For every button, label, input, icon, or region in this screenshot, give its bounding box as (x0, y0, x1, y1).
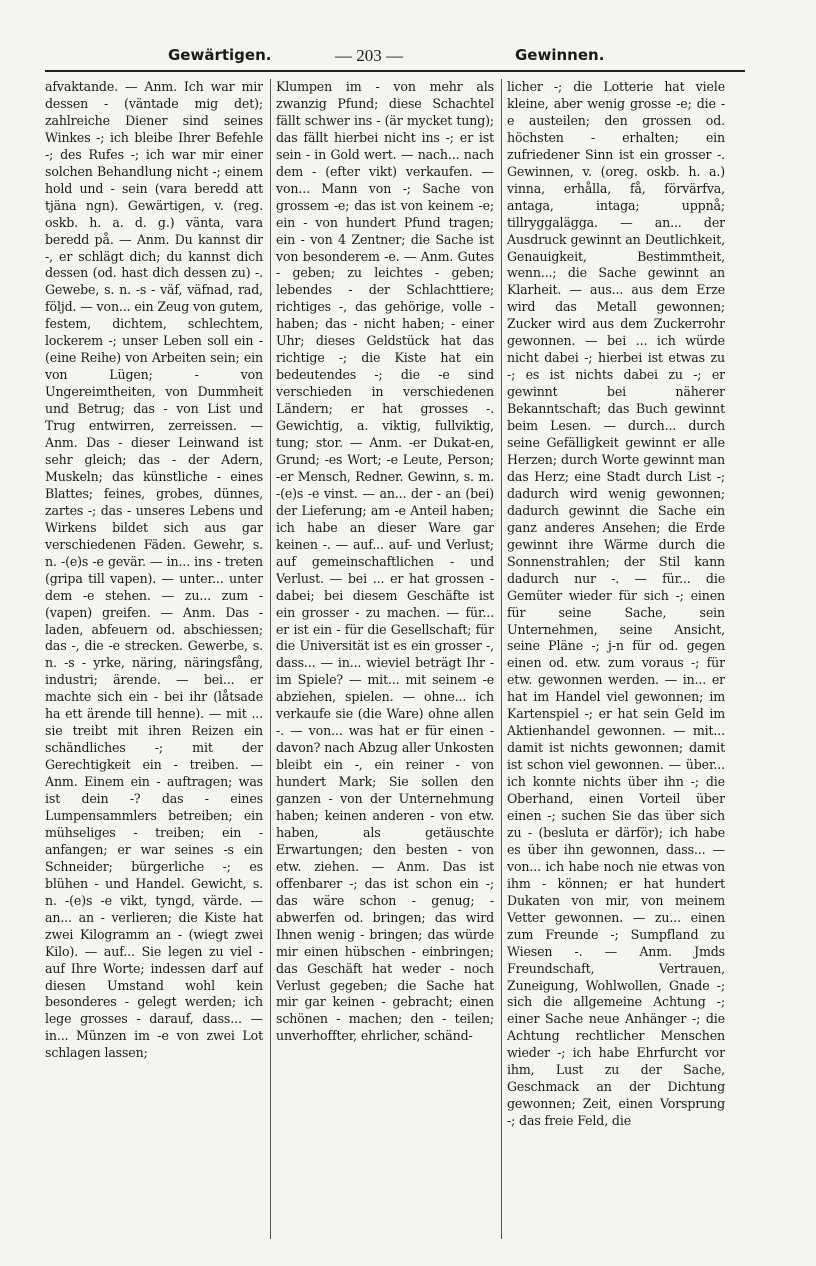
page-number: — 203 — (335, 46, 403, 65)
text-column-right (507, 79, 725, 1239)
column-text: licher -; die Lotterie hat viele kleine, aber wenig grosse -e; die -e austeilen; den grossen od. höchsten - erhalten; ein zufriedener Sinn ist ein grosser -. Gewinnen, v. (oreg. oskb. h. a.) vinna, erhålla, få, förvärfva, antaga, intaga; uppnå; tillryggalägga. — an... der Ausdruck gewinnt an Deutlichkeit, Genauigkeit, Bestimmtheit, wenn...; die Sache gewinnt an Klarheit. — aus... aus dem Erze wird das Metall gewonnen; Zucker wird aus dem Zuckerrohr gewonnen. — bei ... ich würde nicht dabei -; hierbei ist etwas zu -; es ist nichts dabei zu -; er gewinnt bei näherer Bekanntschaft; das Buch gewinnt beim Lesen. — durch... durch seine Gefälligkeit gewinnt er alle Herzen; durch Worte gewinnt man das Herz; eine Stadt durch List -; dadurch wird wenig gewonnen; dadurch gewinnt die Sache ein ganz anderes Ansehen; die Erde gewinnt ihre Wärme durch die Sonnenstrahlen; der Stil kann dadurch nur -. — für... die Gemüter wieder für sich -; einen für seine Sache, sein Unternehmen, seine Ansicht, seine Pläne -; j-n für od. gegen einen od. etw. zum voraus -; für etw. gewonnen werden. — in... er hat im Handel viel gewonnen; im Kartenspiel -; er hat sein Geld im Aktienhandel gewonnen. — mit... damit ist nichts gewonnen; damit ist schon viel gewonnen. — über... ich konnte nichts über ihn -; die Oberhand, einen Vorteil über einen -; suchen Sie das über sich zu - (besluta er därför); ich habe es über ihn gewonnen, dass... — von... ich habe noch nie etwas von ihm - können; er hat hundert Dukaten von mir, von meinem Vetter gewonnen. — zu... einen zum Freunde -; Sumpfland zu Wiesen -. — Anm. Jmds Freundschaft, Vertrauen, Zuneigung, Wohlwollen, Gnade -; sich die allgemeine Achtung -; einer Sache neue Anhänger -; die Achtung rechtlicher Menschen wieder -; ich habe Ehrfurcht vor ihm, Lust zu der Sache, Geschmack an der Dichtung gewonnen; Zeit, einen Vorsprung -; das freie Feld, die (507, 79, 725, 1129)
text-column-middle (276, 79, 494, 1239)
column-text: Klumpen im - von mehr als zwanzig Pfund; diese Schachtel fällt schwer ins - (är mycket tung); das fällt hierbei nicht ins -; er ist sein - in Gold wert. — nach... nach dem - (efter vikt) verkaufen. — von... Mann von -; Sache von grossem -e; das ist von keinem -e; ein - von hundert Pfund tragen; ein - von 4 Zentner; die Sache ist von besonderem -e. — Anm. Gutes - geben; zu leichtes - geben; lebendes - der Schlachttiere; richtiges -, das gehörige, volle - haben; das - nicht haben; - einer Uhr; dieses Geldstück hat das richtige -; die Kiste hat ein bedeutendes -; die -e sind verschieden in verschiedenen Ländern; er hat grosses -. Gewichtig, a. viktig, fullviktig, tung; stor. — Anm. -er Dukat-en, Grund; -es Wort; -e Leute, Person; -er Mensch, Redner. Gewinn, s. m. -(e)s -e vinst. — an... der - an (bei) der Lieferung; am -e Anteil haben; ich habe an dieser Ware gar keinen -. — auf... auf- und Verlust; auf gemeinschaftlichen - und Verlust. — bei ... er hat grossen - dabei; bei diesem Geschäfte ist ein grosser - zu machen. — für... er ist ein - für die Gesellschaft; für die Universität ist es ein grosser -, dass... — in... wieviel beträgt Ihr - im Spiele? — mit... mit seinem -e abziehen, spielen. — ohne... ich verkaufe sie (die Ware) ohne allen -. — von... was hat er für einen - davon? nach Abzug aller Unkosten bleibt ein -, ein reiner - von hundert Mark; Sie sollen den ganzen - von der Unternehmung haben; keinen anderen - von etw. haben, als getäuschte Erwartungen; den besten - von etw. ziehen. — Anm. Das ist offenbarer -; das ist schon ein -; das wäre schon - genug; - abwerfen od. bringen; das wird Ihnen wenig - bringen; das würde mir einen hübschen - einbringen; das Geschäft hat weder - noch Verlust gegeben; die Sache hat mir gar keinen - gebracht; einen schönen - machen; den - teilen; unverhoffter, ehrlicher, schänd- (276, 79, 494, 1044)
left-running-headword: Gewärtigen. (168, 46, 272, 64)
text-column-left (45, 79, 263, 1239)
column-divider (501, 79, 502, 1239)
column-text: afvaktande. — Anm. Ich war mir dessen - (väntade mig det); zahlreiche Diener sind seines Winkes -; ich bleibe Ihrer Befehle -; des Rufes -; ich war mir einer solchen Behandlung nicht -; einem hold und - sein (vara beredd att tjäna ngn). Gewärtigen, v. (reg. oskb. h. a. d. g.) vänta, vara beredd på. — Anm. Du kannst dir -, er schlägt dich; du kannst dich dessen (od. hast dich dessen zu) -. Gewebe, s. n. -s - väf, väfnad, rad, följd. — von... ein Zeug von gutem, festem, dichtem, schlechtem, lockerem -; unser Leben soll ein - (eine Reihe) von Arbeiten sein; ein von Lügen; - von Ungereimtheiten, von Dummheit und Betrug; das - von List und Trug entwirren, zerreissen. — Anm. Das - dieser Leinwand ist sehr gleich; das - der Adern, Muskeln; das künstliche - eines Blattes; feines, grobes, dünnes, zartes -; das - unseres Lebens und Wirkens bildet sich aus gar verschiedenen Fäden. Gewehr, s. n. -(e)s -e gevär. — in... ins - treten (gripa till vapen). — unter... unter dem -e stehen. — zu... zum - (vapen) greifen. — Anm. Das - laden, abfeuern od. abschiessen; das -, die -e strecken. Gewerbe, s. n. -s - yrke, näring, näringsfång, industri; ärende. — bei... er machte sich ein - bei ihr (låtsade ha ett ärende till henne). — mit ... sie treibt mit ihren Reizen ein schändliches -; mit der Gerechtigkeit ein - treiben. — Anm. Einem ein - auftragen; was ist dein -? das - eines Lumpensammlers betreiben; ein mühseliges - treiben; ein - anfangen; er war seines -s ein Schneider; bürgerliche -; es blühen - und Handel. Gewicht, s. n. -(e)s -e vikt, tyngd, värde. — an... an - verlieren; die Kiste hat zwei Kilogramm an - (wiegt zwei Kilo). — auf... Sie legen zu viel - auf Ihre Worte; indessen darf auf diesen Umstand wohl kein besonderes - gelegt werden; ich lege grosses - darauf, dass... — in... Münzen im -e von zwei Lot schlagen lassen; (45, 79, 263, 1061)
page-header (45, 44, 745, 68)
right-running-headword: Gewinnen. (515, 46, 605, 64)
column-divider (270, 79, 271, 1239)
header-rule (45, 70, 745, 72)
